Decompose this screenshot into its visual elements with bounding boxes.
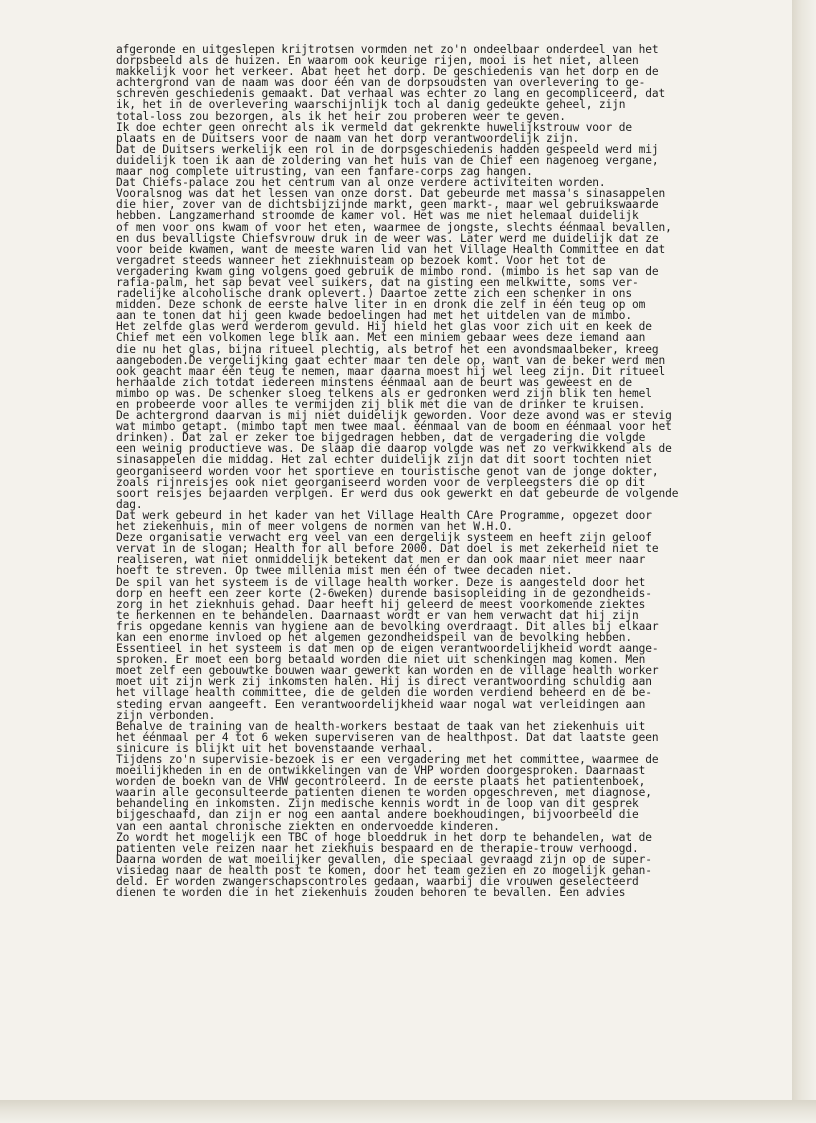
text-line: rafia-palm, het sap bevat veel suikers, dat na gisting een melkwitte, soms ver- [116, 275, 639, 289]
text-line: moet uit zijn werk zij inkomsten halen. Hij is direct verantwoording schuldig aan [116, 675, 652, 689]
text-line: dienen te worden die in het ziekenhuis zouden behoren te bevallen. Een advies [116, 886, 626, 900]
text-line: en probeerde voor alles te vermijden zij blik met die van de drinker te kruisen. [116, 398, 646, 411]
text-line: patienten vele reizen naar het ziekhuis bespaard en de therapie-trouw verhoogd. [116, 841, 639, 855]
text-line: total-loss zou bezorgen, als ik het heir zou proberen weer te geven. [116, 109, 566, 123]
text-line: worden de boekn van de VHW gecontroleerd. In de eerste plaats het patientenboek, [116, 775, 646, 789]
text-line: sinicure is blijkt uit het bovenstaande verhaal. [116, 741, 434, 755]
text-line: te herkennen en te behandelen. Daarnaast wordt er van hem verwacht dat hij zijn [116, 608, 639, 622]
text-line: Dat Chiefs-palace zou het centrum van al onze verdere activiteiten worden. [116, 176, 606, 190]
text-line: Daarna worden de wat moeilijker gevallen, die speciaal gevraagd zijn op de super- [116, 852, 652, 866]
text-line: die nu het glas, bijna ritueel plechtig, als betrof het een avondsmaalbeker, kreeg [116, 342, 659, 356]
text-line: maar nog complete uitrusting, van een fanfare-corps zag hangen. [116, 165, 533, 179]
text-line: soort reisjes bejaarden verplgen. Er werd dus ook gewerkt en dat gebeurde de volgende [116, 486, 679, 500]
text-line: die hier, zover van de dichtsbijzijnde markt, geen markt-, maar wel gebruikswaarde [116, 198, 659, 212]
text-line: drinken). Dat zal er zeker toe bijgedragen hebben, dat de vergadering die volgde [116, 431, 646, 445]
text-line: radelijke alcoholische drank oplevert.) Daartoe zette zich een schenker in ons [116, 287, 633, 301]
body-text [116, 44, 788, 898]
text-line: een weinig productieve was. De slaap die daarop volgde was net zo verkwikkend als de [116, 442, 672, 456]
text-line: Ik doe echter geen onrecht als ik vermeld dat gekrenkte huwelijkstrouw voor de [116, 120, 633, 134]
text-line: dorp en heeft een zeer korte (2-6weken) durende basisopleiding in de gezondheids- [116, 586, 652, 600]
text-line: ook geacht maar één teug te nemen, maar daarna moest hij wel leeg zijn. Dit ritueel [116, 364, 666, 378]
text-line: Vooralsnog was dat het lessen van onze dorst. Dat gebeurde met massa's sinasappelen [116, 187, 666, 201]
text-line: hebben. Langzamerhand stroomde de kamer vol. Het was me niet helemaal duidelijk [116, 209, 639, 223]
text-line: zijn verbonden. [116, 708, 216, 722]
text-line: voor beide kwamen, want de meeste waren lid van het Village Health Committee en dat [116, 242, 666, 256]
text-line: het éénmaal per 4 tot 6 weken superviseren van de healthpost. Dat dat laatste geen [116, 730, 659, 744]
text-line: aan te tonen dat hij geen kwade bedoelingen had met het uitdelen van de mimbo. [116, 309, 633, 323]
text-line: Dat werk gebeurd in het kader van het Village Health CAre Programme, opgezet door [116, 508, 652, 522]
text-line: en dus bevalligste Chiefsvrouw druk in de weer was. Later werd me duidelijk dat ze [116, 231, 659, 245]
text-line: deld. Er worden zwangerschapscontroles gedaan, waarbij die vrouwen geselecteerd [116, 875, 639, 889]
text-line: Het zelfde glas werd werderom gevuld. Hij hield het glas voor zich uit en keek de [116, 320, 652, 334]
text-line: visiedag naar de health post te komen, door het team gezien en zo mogelijk gehan- [116, 863, 652, 877]
text-line: achtergrond van de naam was door één van de dorpsoudsten van overlevering to ge- [116, 76, 646, 90]
text-line: midden. Deze schonk de eerste halve liter in en dronk die zelf in één teug op om [116, 298, 646, 312]
text-line: bijgeschaafd, dan zijn er nog een aantal andere boekhoudingen, bijvoorbeeld die [116, 808, 639, 822]
text-line: Dat de Duitsers werkelijk een rol in de dorpsgeschiedenis hadden gespeeld werd mij [116, 142, 659, 156]
text-line: schreven geschiedenis gemaakt. Dat verhaal was echter zo lang en gecompliceerd, dat [116, 87, 666, 101]
text-line: steding ervan aangeeft. Een verantwoordelijkheid waar nogal wat verleidingen aan [116, 697, 646, 711]
text-line: waarin alle geconsulteerde patienten dienen te worden opgeschreven, met diagnose, [116, 786, 652, 800]
text-line: Deze organisatie verwacht erg veel van een dergelijk systeem en heeft zijn geloof [116, 531, 652, 545]
text-line: kan een enorme invloed op het algemen gezondheidspeil van de bevolking hebben. [116, 630, 633, 644]
text-line: het village health committee, die de gelden die worden verdiend beheerd en de be- [116, 686, 652, 700]
text-line: Behalve de training van de health-workers bestaat de taak van het ziekenhuis uit [116, 719, 646, 733]
text-line: hoeft te streven. Op twee millenia mist men één of twee decaden niet. [116, 564, 573, 578]
text-line: Chief met een volkomen lege blik aan. Met een miniem gebaar wees deze iemand aan [116, 331, 646, 345]
text-line: De spil van het systeem is de village health worker. Deze is aangesteld door het [116, 575, 646, 589]
text-line: duidelijk toen ik aan de zoldering van het huis van de Chief een nagenoeg vergane, [116, 153, 659, 167]
text-line: vergadret steeds wanneer het ziekhnuisteam op bezoek komt. Voor het tot de [116, 253, 606, 267]
text-line: moet zelf een gebouwtke bouwen waar gewerkt kan worden en de village health worker [116, 664, 659, 678]
text-line: wat mimbo getapt. (mimbo tapt men twee maal. éénmaal van de boom en éénmaal voor het [116, 420, 672, 434]
page-edge-right [792, 0, 816, 1123]
text-line: realiseren, wat niet onmiddelijk betekent dat men er dan ook maar niet meer naar [116, 553, 646, 567]
text-line: zorg in het zieknhuis gehad. Daar heeft hij geleerd de meest voorkomende ziektes [116, 597, 646, 611]
text-line: afgeronde en uitgeslepen krijtrotsen vormden net zo'n ondeelbaar onderdeel van het [116, 43, 659, 56]
text-line: De achtergrond daarvan is mij niet duidelijk geworden. Voor deze avond was er stevig [116, 409, 672, 423]
text-line: van een aantal chronische ziekten en ondervoedde kinderen. [116, 819, 500, 833]
text-line: sproken. Er moet een borg betaald worden die niet uit schenkingen mag komen. Men [116, 653, 646, 667]
text-line: vergadering kwam ging volgens goed gebruik de mimbo rond. (mimbo is het sap van de [116, 264, 659, 278]
text-line: zoals rijnreisjes ook niet georganiseerd worden voor de verpleegsters die op dit [116, 475, 646, 489]
text-line: Tijdens zo'n supervisie-bezoek is er een vergadering met het committee, waarmee de [116, 753, 659, 766]
text-line: dorpsbeeld als de huizen. En waarom ook keurige rijen, mooi is het niet, alleen [116, 54, 639, 68]
text-line: mimbo op was. De schenker sloeg telkens als er gedronken werd zijn blik ten hemel [116, 386, 652, 400]
text-line: fris opgedane kennis van hygiene aan de bevolking overdraagt. Dit alles bij elkaar [116, 619, 659, 633]
text-line: het ziekenhuis, min of meer volgens de normen van het W.H.O. [116, 520, 513, 534]
text-line: plaats en de Duitsers voor de naam van het dorp verantwoordelijk zijn. [116, 131, 580, 145]
text-line: makkelijk voor het verkeer. Abat heet het dorp. De geschiedenis van het dorp en de [116, 65, 659, 79]
text-line: herhaalde zich totdat iedereen minstens éénmaal aan de beurt was geweest en de [116, 375, 633, 389]
text-line: Zo wordt het mogelijk een TBC of hoge bloeddruk in het dorp te behandelen, wat de [116, 830, 652, 844]
page-edge-bottom [0, 1100, 816, 1123]
text-line: sinasappelen die middag. Het zal echter duidelijk zijn dat dit soort tochten niet [116, 453, 652, 467]
text-line: ik, het in de overlevering waarschijnlijk toch al danig gedeukte geheel, zijn [116, 98, 626, 112]
text-line: Essentieel in het systeem is dat men op de eigen verantwoordelijkheid wordt aange- [116, 642, 659, 656]
text-line: moeilijkheden in en de ontwikkelingen van de VHP worden doorgesproken. Daarnaast [116, 764, 646, 778]
text-line: vervat in de slogan; Health for all before 2000. Dat doel is met zekerheid niet te [116, 542, 659, 556]
text-line: georganiseerd worden voor het sportieve en touristische genot van de jonge dokter, [116, 464, 659, 478]
text-line: behandeling en inkomsten. Zijn medische kennis wordt in de loop van dit gesprek [116, 797, 639, 811]
text-line: of men voor ons kwam of voor het eten, waarmee de jongste, slechts éénmaal bevallen, [116, 220, 672, 234]
text-line: dag. [116, 497, 143, 511]
text-line: aangeboden.De vergelijking gaat echter maar ten dele op, want van de beker werd men [116, 353, 666, 367]
